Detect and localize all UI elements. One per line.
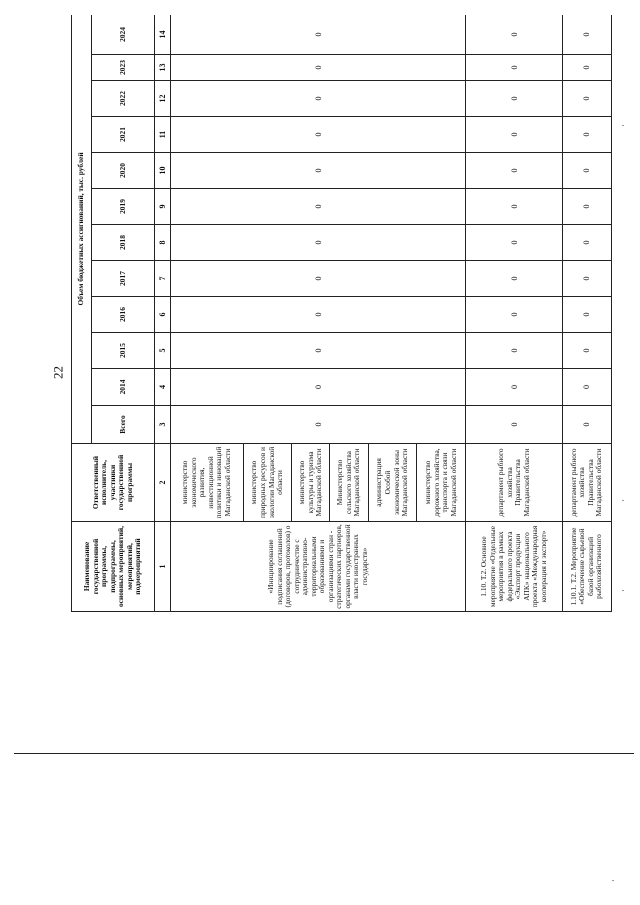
value-year: 0 <box>466 55 562 81</box>
table-body <box>72 15 612 612</box>
value-year: 0 <box>466 81 562 117</box>
value-year: 0 <box>466 333 562 369</box>
column-number: 7 <box>154 261 170 297</box>
value-year: 0 <box>562 189 611 225</box>
row-responsible: министерство культуры и туризма Магаданской области <box>292 444 330 522</box>
budget-table <box>71 15 612 612</box>
value-year: 0 <box>466 189 562 225</box>
scan-speck <box>622 590 624 591</box>
value-year: 0 <box>170 153 466 189</box>
row-responsible: министерство природных ресурсов и экологии Магаданской области <box>243 444 292 522</box>
value-year: 0 <box>170 189 466 225</box>
value-total: 0 <box>562 406 611 444</box>
column-number: 6 <box>154 297 170 333</box>
header-year: 2021 <box>92 117 155 153</box>
column-number: 14 <box>154 15 170 55</box>
value-year: 0 <box>562 369 611 406</box>
row-responsible: департамент рыбного хозяйства Правительства Магаданской области <box>466 444 562 522</box>
column-number: 12 <box>154 81 170 117</box>
row-name: 1.10. Т.2. Основное мероприятие «Отдельные мероприятия в рамках федерального проекта «Экспорт продукции АПК» национального проекта «Международная кооперация и экспорт» <box>466 522 562 612</box>
row-responsible: департамент рыбного хозяйства Правительства Магаданской области <box>562 444 611 522</box>
page-number: 22 <box>50 366 66 379</box>
column-number: 10 <box>154 153 170 189</box>
value-year: 0 <box>562 225 611 261</box>
header-year: 2016 <box>92 297 155 333</box>
header-year: 2015 <box>92 333 155 369</box>
header-year: 2023 <box>92 55 155 81</box>
value-year: 0 <box>170 369 466 406</box>
value-total: 0 <box>466 406 562 444</box>
header-total: Всего <box>92 406 155 444</box>
header-year: 2019 <box>92 189 155 225</box>
value-year: 0 <box>466 369 562 406</box>
header-responsible: Ответственный исполнитель, участники государственной программы <box>72 444 155 522</box>
column-number: 13 <box>154 55 170 81</box>
value-year: 0 <box>170 81 466 117</box>
header-year: 2017 <box>92 261 155 297</box>
header-volume: Объем бюджетных ассигнований, тыс. рублей <box>72 15 92 444</box>
row-responsible: администрация Особой экономической зоны Магаданской области <box>368 444 417 522</box>
value-total: 0 <box>170 406 466 444</box>
value-year: 0 <box>170 117 466 153</box>
value-year: 0 <box>562 333 611 369</box>
value-year: 0 <box>562 261 611 297</box>
value-year: 0 <box>562 117 611 153</box>
value-year: 0 <box>170 297 466 333</box>
scan-speck <box>622 500 624 501</box>
column-number: 8 <box>154 225 170 261</box>
header-name: Наименование государственной программы, подпрограммы, основных мероприятий, мероприятий, подмероприятий <box>72 522 155 612</box>
value-year: 0 <box>466 15 562 55</box>
column-number: 5 <box>154 333 170 369</box>
horizontal-rule <box>14 753 634 754</box>
value-year: 0 <box>170 333 466 369</box>
column-number: 4 <box>154 369 170 406</box>
row-responsible: министерство дорожного хозяйства, транспорта и связи Магаданской области <box>417 444 466 522</box>
header-year: 2014 <box>92 369 155 406</box>
value-year: 0 <box>562 15 611 55</box>
row-name: 1.10.1. Т.2. Мероприятие «Обеспечение сырьевой базой организаций рыбохозяйственного <box>562 522 611 612</box>
value-year: 0 <box>466 117 562 153</box>
table-row <box>562 15 611 612</box>
value-year: 0 <box>562 81 611 117</box>
header-year: 2024 <box>92 15 155 55</box>
table-container <box>71 15 612 612</box>
value-year: 0 <box>562 153 611 189</box>
header-year: 2018 <box>92 225 155 261</box>
column-number: 11 <box>154 117 170 153</box>
value-year: 0 <box>170 261 466 297</box>
value-year: 0 <box>562 297 611 333</box>
column-number: 2 <box>154 444 170 522</box>
column-number: 3 <box>154 406 170 444</box>
value-year: 0 <box>562 55 611 81</box>
table-row <box>466 15 562 612</box>
row-name: «Инициирование подписания соглашений (договоров, протоколов) о сотрудничестве с административно-территориальными образованиями и организациями стран - стратегических партнеров, органами государственной власти иностранных государств» <box>170 522 466 612</box>
value-year: 0 <box>466 153 562 189</box>
table-row <box>170 15 243 612</box>
value-year: 0 <box>170 225 466 261</box>
column-number: 9 <box>154 189 170 225</box>
row-responsible: Министерство сельского хозяйства Магаданской области <box>330 444 368 522</box>
value-year: 0 <box>466 297 562 333</box>
row-responsible: министерство экономического развития, инвестиционной политики и инноваций Магаданской области <box>170 444 243 522</box>
header-year: 2020 <box>92 153 155 189</box>
scan-speck <box>612 880 614 881</box>
value-year: 0 <box>466 261 562 297</box>
column-number: 1 <box>154 522 170 612</box>
scan-speck <box>622 125 624 126</box>
value-year: 0 <box>170 55 466 81</box>
header-year: 2022 <box>92 81 155 117</box>
value-year: 0 <box>170 15 466 55</box>
value-year: 0 <box>466 225 562 261</box>
